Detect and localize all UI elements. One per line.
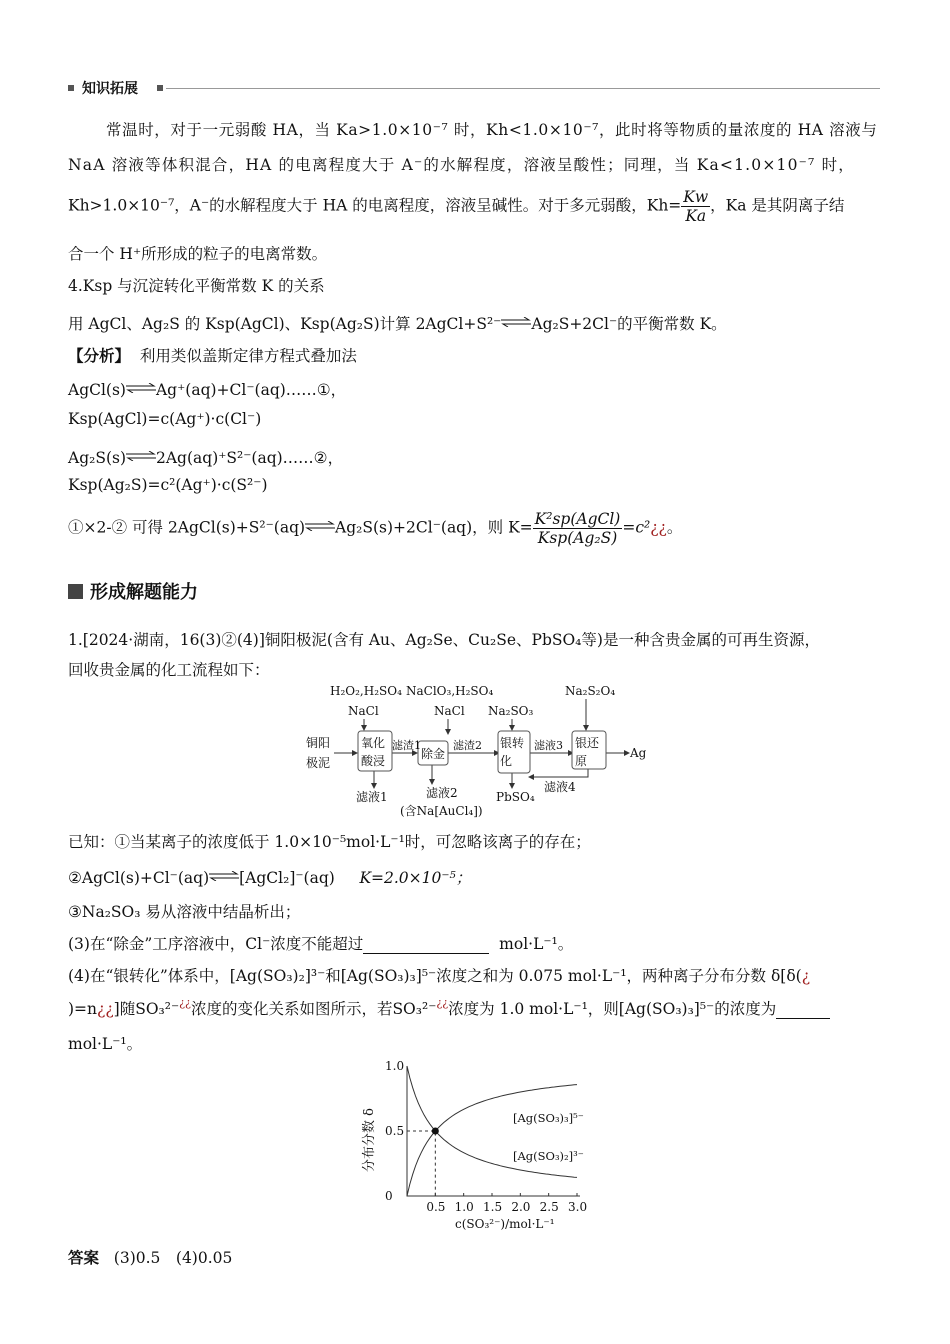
series-line-0 <box>407 1085 577 1196</box>
series-label-ag-so3-2: [Ag(SO₃)₂]³⁻ <box>513 1149 584 1163</box>
intro-line-3b: ，Ka 是其阴离子结 <box>710 196 845 215</box>
question-line-1: 1.[2024·湖南，16(3)②(4)]铜阳极泥(含有 Au、Ag₂Se、Cu₂Se、PbSO₄等)是一种含贵金属的可再生资源， <box>68 631 820 649</box>
divider <box>166 88 880 89</box>
intro-line-3a: Kh>1.0×10⁻⁷，A⁻的水解程度大于 HA 的电离程度，溶液呈碱性。对于多元弱酸，Kh= <box>68 196 682 215</box>
equation-1-left: AgCl(s) <box>68 381 126 399</box>
intro-line-3 <box>68 188 844 225</box>
topic4-question-a: 用 AgCl、Ag₂S 的 Ksp(AgCl)、Ksp(Ag₂S)计算 2AgCl+S²⁻ <box>68 315 502 333</box>
known-1: 已知：①当某离子的浓度低于 1.0×10⁻⁵mol·L⁻¹时，可忽略该离子的存在； <box>68 833 591 851</box>
filter-residue-2: 滤渣2 <box>453 739 482 752</box>
process-flow-diagram <box>300 683 660 823</box>
x-tick-label: 2.0 <box>511 1200 531 1214</box>
equation-2-right: 2Ag(aq)⁺S²⁻(aq)……②， <box>156 449 344 467</box>
question-3-a: (3)在“除金”工序溶液中，Cl⁻浓度不能超过 <box>68 935 364 953</box>
equation-2-left: Ag₂S(s) <box>68 449 126 467</box>
known-2b: [AgCl₂]⁻(aq) <box>239 869 335 887</box>
combine-a: ①×2-② 可得 2AgCl(s)+S²⁻(aq) <box>68 518 306 537</box>
k-tail: =c² <box>622 518 651 537</box>
garbled-char: ¿¿ <box>436 996 449 1009</box>
guide-dashed-line <box>407 1131 435 1196</box>
x-tick-label: 2.5 <box>539 1200 559 1214</box>
kh-fraction <box>681 188 710 225</box>
k-fraction <box>533 510 623 547</box>
x-tick-label: 1.0 <box>454 1200 474 1214</box>
intro-line-4: 合一个 H⁺所形成的粒子的电离常数。 <box>68 245 328 263</box>
section-title: 知识拓展 <box>82 81 138 97</box>
kh-num: Kw <box>683 188 709 206</box>
step-silver-conversion-b: 化 <box>500 754 513 768</box>
filtrate-4: 滤液4 <box>544 780 576 794</box>
question-4-l2c: 浓度的变化关系如图所示，若SO₃²⁻ <box>190 1000 437 1018</box>
question-4-line-2 <box>68 996 830 1019</box>
filtrate-3: 滤液3 <box>534 739 563 752</box>
topic4-question-b: Ag₂S+2Cl⁻的平衡常数 K。 <box>531 315 727 333</box>
k-den: Ksp(Ag₂S) <box>537 529 618 547</box>
equilibrium-arrow-icon <box>126 451 156 461</box>
question-4-l2b: ]随SO₃²⁻ <box>113 1000 180 1018</box>
pencil-icon <box>68 584 83 599</box>
y-tick-label: 1.0 <box>385 1059 405 1073</box>
equation-1-right: Ag⁺(aq)+Cl⁻(aq)……①， <box>155 381 347 399</box>
ksp-ag2s: Ksp(Ag₂S)=c²(Ag⁺)·c(S²⁻) <box>68 476 268 494</box>
k-garbled: ¿¿ <box>650 518 667 537</box>
square-bullet-icon <box>68 85 74 91</box>
section-header <box>68 80 880 96</box>
section2-title: 形成解题能力 <box>90 582 198 603</box>
question-4-line-1 <box>68 964 810 986</box>
k-end: 。 <box>666 518 683 537</box>
known-2 <box>68 866 471 888</box>
question-4-l2d: 浓度为 1.0 mol·L⁻¹，则[Ag(SO₃)₃]⁵⁻的浓度为 <box>448 1000 777 1018</box>
analysis-label: 【分析】 <box>68 346 131 365</box>
garbled-char: ¿ <box>801 967 811 985</box>
question-line-2: 回收贵金属的化工流程如下： <box>68 661 270 679</box>
reagent-2: NaClO₃,H₂SO₄ <box>406 684 494 698</box>
reagent-3: Na₂SO₃ <box>488 704 534 718</box>
combine-line <box>68 510 682 547</box>
reagent-4: Na₂S₂O₄ <box>565 684 616 698</box>
step-oxidation-a: 氧化 <box>361 736 386 750</box>
equilibrium-arrow-icon <box>305 521 335 531</box>
analysis-line <box>68 344 357 366</box>
analysis-text: 利用类似盖斯定律方程式叠加法 <box>139 347 357 365</box>
y-tick-label: 0 <box>385 1189 393 1203</box>
x-tick-label: 1.5 <box>483 1200 503 1214</box>
intro-line-2: NaA 溶液等体积混合，HA 的电离程度大于 A⁻的水解程度，溶液呈酸性；同理，当 Ka<1.0×10⁻⁷ 时， <box>68 156 855 174</box>
question-3 <box>68 932 573 954</box>
series-label-ag-so3-3: [Ag(SO₃)₃]⁵⁻ <box>513 1111 584 1125</box>
equation-2 <box>68 446 343 468</box>
answer-text: (3)0.5 (4)0.05 <box>113 1249 233 1267</box>
y-axis-label: 分布分数 δ <box>362 1108 377 1172</box>
filtrate-2: 滤液2 <box>426 786 458 800</box>
step-gold-removal: 除金 <box>421 747 446 761</box>
intersection-point <box>432 1128 439 1135</box>
garbled-char: ¿¿ <box>97 1000 114 1018</box>
equilibrium-arrow-icon <box>126 383 156 393</box>
y-tick-label: 0.5 <box>385 1124 405 1138</box>
step-silver-reduction-a: 银还 <box>575 736 600 750</box>
step-silver-reduction-b: 原 <box>575 754 588 768</box>
reagent-1b: NaCl <box>348 704 379 718</box>
equation-1 <box>68 378 346 400</box>
equilibrium-arrow-icon <box>209 871 239 881</box>
ksp-agcl: Ksp(AgCl)=c(Ag⁺)·c(Cl⁻) <box>68 410 262 428</box>
k-num: K²sp(AgCl) <box>534 510 621 528</box>
known-3: ③Na₂SO₃ 易从溶液中结晶析出； <box>68 903 301 921</box>
filtrate-1: 滤液1 <box>356 790 388 804</box>
intro-line-1: 常温时，对于一元弱酸 HA，当 Ka>1.0×10⁻⁷ 时，Kh<1.0×10⁻⁷，此时将等物质的量浓度的 HA 溶液与 <box>106 121 878 139</box>
kh-den: Ka <box>685 207 707 225</box>
question-3-b: mol·L⁻¹。 <box>499 935 574 953</box>
start-label-1: 铜阳 <box>306 736 331 750</box>
x-axis-label: c(SO₃²⁻)/mol·L⁻¹ <box>455 1217 555 1231</box>
square-bullet-icon <box>157 85 163 91</box>
topic4-question <box>68 312 727 334</box>
known-2c: K=2.0×10⁻⁵； <box>359 869 472 887</box>
question-4-l1a: (4)在“银转化”体系中，[Ag(SO₃)₂]³⁻和[Ag(SO₃)₃]⁵⁻浓度之和为 0.075 mol·L⁻¹，两种离子分布分数 δ[δ( <box>68 967 802 985</box>
question-4-l2a: )=n <box>68 1000 98 1018</box>
filtrate-2-note: (含Na[AuCl₄]) <box>400 804 483 818</box>
answer-blank-4[interactable] <box>776 1000 830 1019</box>
step-oxidation-b: 酸浸 <box>361 754 386 768</box>
answer-label: 答案 <box>68 1249 100 1267</box>
combine-b: Ag₂S(s)+2Cl⁻(aq)，则 K= <box>335 518 533 537</box>
answer-line <box>68 1246 232 1268</box>
reagent-2b: NaCl <box>434 704 465 718</box>
equilibrium-arrow-icon <box>501 317 531 327</box>
x-tick-label: 0.5 <box>426 1200 446 1214</box>
product-ag: Ag <box>630 746 647 760</box>
section2-heading <box>68 578 198 604</box>
question-4-line-3: mol·L⁻¹。 <box>68 1035 143 1053</box>
pbso4-product: PbSO₄ <box>496 790 535 804</box>
filter-residue-1: 滤渣1 <box>392 739 421 752</box>
distribution-chart <box>355 1058 595 1234</box>
garbled-char: ¿¿ <box>179 996 191 1009</box>
step-silver-conversion-a: 银转 <box>500 736 525 750</box>
start-label-2: 极泥 <box>306 756 331 770</box>
answer-blank-3[interactable] <box>363 935 489 954</box>
topic4-heading: 4.Ksp 与沉淀转化平衡常数 K 的关系 <box>68 277 325 295</box>
x-tick-label: 3.0 <box>568 1200 588 1214</box>
known-2a: ②AgCl(s)+Cl⁻(aq) <box>68 869 210 887</box>
reagent-1: H₂O₂,H₂SO₄ <box>330 684 402 698</box>
